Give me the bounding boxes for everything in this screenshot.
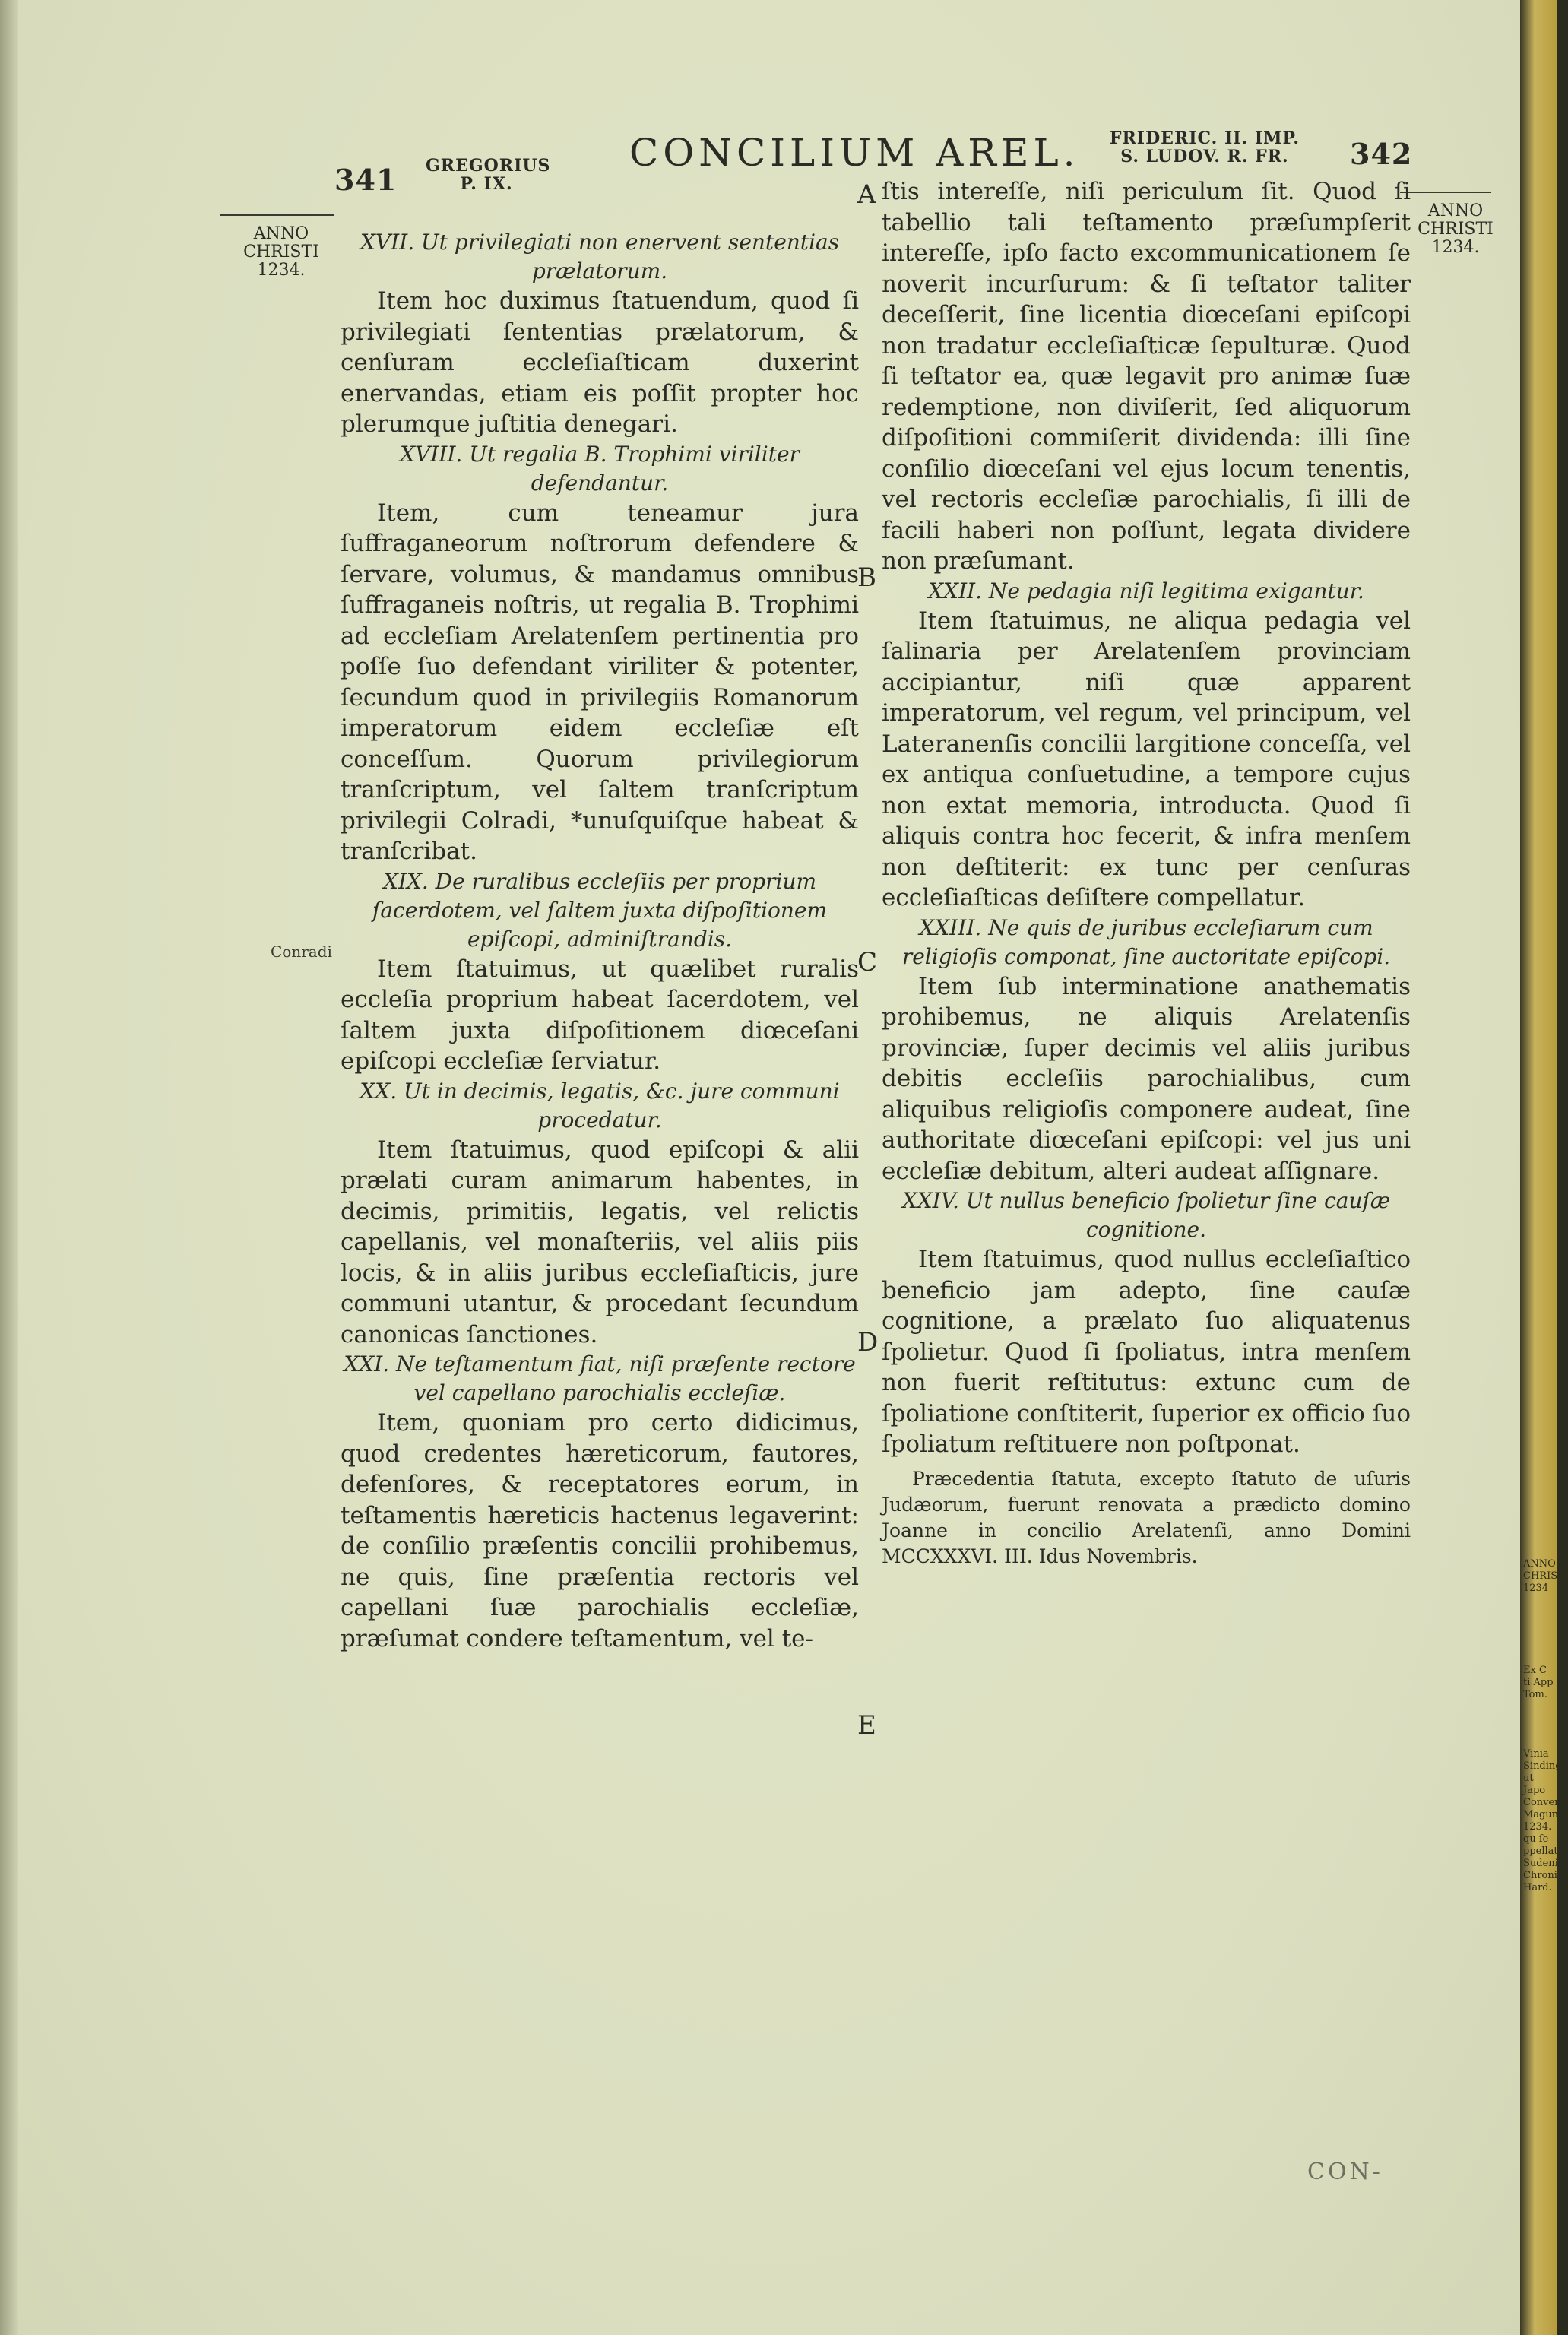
section-marker-c: C <box>857 947 878 977</box>
section-heading-23: XXIII. Ne quis de juribus eccleſiarum cum religioſis componat, ſine auctoritate epiſcopi. <box>901 914 1391 969</box>
section-text-19: Item ſtatuimus, ut quælibet ruralis eccleſia proprium habeat ſacerdotem, vel ſaltem juxta diſpoſitionem diœceſani epiſcopi eccleſiæ ſerviatur. <box>341 955 859 1075</box>
adjacent-page-fragment-block <box>1523 1748 1562 1894</box>
christi-label: CHRISTI <box>1418 220 1494 239</box>
section-heading-22: XXII. Ne pedagia niſi legitima exigantur. <box>928 578 1364 604</box>
section-heading-21: XXI. Ne teſtamentum fiat, niſi præſente rectore vel capellano parochialis eccleſiæ. <box>344 1351 856 1405</box>
adjacent-page-fragment-block <box>1523 1558 1568 1595</box>
fragment-text: ppellat <box>1523 1846 1558 1857</box>
anno-christi-left <box>236 225 327 280</box>
section-heading-24: XXIV. Ut nullus beneficio ſpolietur ſine cauſæ cognitione. <box>901 1188 1391 1242</box>
anno-year: 1234. <box>1431 238 1480 257</box>
anno-year: 1234. <box>257 261 306 280</box>
anno-label: ANNO <box>1427 201 1484 220</box>
section-heading-18: XVIII. Ut regalia B. Trophimi viriliter defendantur. <box>400 441 800 496</box>
right-running-head-name: FRIDERIC. II. IMP. <box>1109 128 1300 148</box>
section-text-22: Item ſtatuimus, ne aliqua pedagia vel ſalinaria per Arelatenſem provinciam accipiantur, niſi quæ apparent imperatorum, vel regum, vel principum, vel Lateranenſis concilii largitione conceſſa, vel ex antiqua conſuetudine, a tempore cujus non extat memoria, introducta. Quod ſi aliquis contra hoc fecerit, & infra menſem non deſtiterit: ex tunc per cenſuras eccleſiaſticas deſiſtere compellatur. <box>882 607 1411 911</box>
fragment-text: Conven <box>1523 1797 1561 1808</box>
fragment-text: 1234. <box>1523 1821 1552 1833</box>
left-running-head-name: GREGORIUS <box>426 156 551 176</box>
left-running-head <box>426 156 551 194</box>
section-marker-e: E <box>857 1710 876 1741</box>
left-page-number: 341 <box>334 163 398 197</box>
christi-label: CHRISTI <box>243 242 319 261</box>
section-marker-b: B <box>857 562 876 593</box>
catchword: CON- <box>1307 2159 1383 2185</box>
section-text-21: Item, quoniam pro certo didicimus, quod credentes hæreticorum, fautores, defenſores, & receptatores eorum, in teſtamentis hæreticis hactenus legaverint: de conſilio præſentis concilii prohibemus, ne quis, ſine præſentia rectoris vel capellani ſuæ parochialis eccleſiæ, præſumat condere teſtamentum, vel te- <box>341 1409 859 1652</box>
fragment-text: Sinding <box>1523 1760 1562 1772</box>
section-heading-20: XX. Ut in decimis, legatis, &c. jure communi procedatur. <box>360 1078 840 1133</box>
page-title: CONCILIUM AREL. <box>629 131 1080 175</box>
fragment-text: Tom. <box>1523 1689 1547 1700</box>
section-text-17: Item hoc duximus ſtatuendum, quod ſi privilegiati ſententias prælatorum, & cenſuram eccleſiaſticam duxerint enervandas, etiam eis poſſit propter hoc plerumque juſtitia denegari. <box>341 287 859 438</box>
fragment-text: ti App <box>1523 1677 1554 1688</box>
adjacent-page-edge <box>1520 0 1568 2335</box>
fragment-text: 1234 <box>1523 1583 1549 1594</box>
section-text-21-continued: ſtis intereſſe, niſi periculum ſit. Quod ſi tabellio tali teſtamento præſumpſerit intereſſe, ipſo facto excommunicationem ſe noverit incurſurum: & ſi teſtator taliter deceſſerit, ſine licentia diœceſani epiſcopi non tradatur eccleſiaſticæ ſepulturæ. Quod ſi teſtator ea, quæ legavit pro animæ ſuæ redemptione, non diviſerit, ſed aliquorum diſpoſitioni commiſerit dividenda: illi ſine conſilio diœceſani vel ejus locum tenentis, vel rectoris eccleſiæ parochialis, ſi illi de facili haberi non poſſunt, legata dividere non præſumant. <box>882 178 1411 575</box>
section-text-23: Item ſub interminatione anathematis prohibemus, ne aliquis Arelatenſis provinciæ, ſuper decimis vel aliis juribus debitis eccleſiis parochialibus, cum aliquibus religioſis componere audeat, ſine authoritate diœceſani epiſcopi: vel jus uni eccleſiæ debitum, alteri audeat aſſignare. <box>882 972 1411 1185</box>
fragment-text: Hard. <box>1523 1882 1552 1893</box>
right-margin-rule <box>1400 192 1491 193</box>
right-page-number: 342 <box>1350 137 1413 171</box>
right-running-head-sub: S. LUDOV. R. FR. <box>1120 147 1289 166</box>
section-marker-d: D <box>857 1327 879 1358</box>
adjacent-page-fragment-block <box>1523 1665 1557 1701</box>
fragment-text: Sudeni <box>1523 1858 1558 1869</box>
fragment-text: Chroni <box>1523 1870 1557 1881</box>
left-margin-rule <box>220 214 334 216</box>
fragment-text: qu ſe <box>1523 1833 1549 1845</box>
left-column <box>341 228 859 1654</box>
fragment-text: ANNO <box>1523 1558 1556 1570</box>
page-gutter <box>0 0 18 2335</box>
fragment-text: ut Japo <box>1523 1773 1546 1796</box>
section-text-24: Item ſtatuimus, quod nullus eccleſiaſtico beneficio jam adepto, ſine cauſæ cognitione, a prælato ſuo aliquatenus ſpolietur. Quod ſi ſpoliatus, intra menſem non fuerit reſtitutus: extunc cum de ſpoliatione conſtiterit, ſuperior ex officio ſuo ſpoliatum reſtituere non poſtponat. <box>882 1246 1411 1458</box>
section-text-20: Item ſtatuimus, quod epiſcopi & alii prælati curam animarum habentes, in decimis, primitiis, legatis, vel relictis capellanis, vel monaſteriis, vel aliis piis locis, & in aliis juribus eccleſiaſticis, jure communi utantur, & procedant ſecundum canonicas ſanctiones. <box>341 1136 859 1348</box>
left-running-head-sub: P. IX. <box>460 174 513 194</box>
anno-christi-right <box>1414 202 1497 257</box>
right-running-head <box>1094 129 1315 166</box>
margin-note-conradi: Conradi <box>271 943 332 961</box>
anno-label: ANNO <box>253 224 309 243</box>
section-heading-19: XIX. De ruralibus eccleſiis per proprium ſacerdotem, vel ſaltem juxta diſpoſitionem epiſcopi, adminiſtrandis. <box>372 868 828 952</box>
section-heading-17: XVII. Ut privilegiati non enervent sententias prælatorum. <box>360 230 840 284</box>
fragment-text: Vinia <box>1523 1748 1549 1760</box>
fragment-text: CHRISTI <box>1523 1570 1568 1582</box>
right-column <box>882 176 1411 1570</box>
fragment-text: Ex C <box>1523 1665 1547 1676</box>
fragment-text: Magun <box>1523 1809 1559 1820</box>
closing-note: Præcedentia ſtatuta, excepto ſtatuto de uſuris Judæorum, fuerunt renovata a prædicto domino Joanne in concilio Arelatenſi, anno Domini MCCXXXVI. III. Idus Novembris. <box>882 1467 1411 1567</box>
section-marker-a: A <box>857 179 876 210</box>
section-text-18: Item, cum teneamur jura ſuffraganeorum noſtrorum defendere & ſervare, volumus, & mandamus omnibus ſuffraganeis noſtris, ut regalia B. Trophimi ad eccleſiam Arelatenſem pertinentia pro poſſe ſuo defendant viriliter & potenter, ſecundum quod in privilegiis Romanorum imperatorum eidem eccleſiæ eſt conceſſum. Quorum privilegiorum tranſcriptum, vel ſaltem tranſcriptum privilegii Colradi, *unuſquiſque habeat & tranſcribat. <box>341 499 859 865</box>
